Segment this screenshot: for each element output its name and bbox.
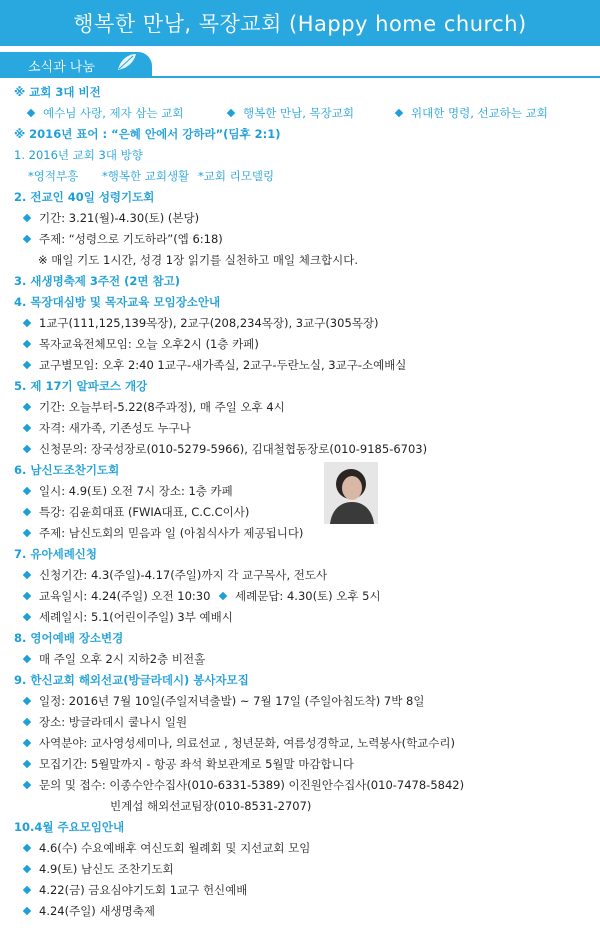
bullet-icon <box>23 696 31 704</box>
list-item: 주제: 남신도회의 믿음과 일 (아침식사가 제공됩니다) <box>24 525 303 541</box>
list-item: 문의 및 접수: 이종수안수집사(010-6331-5389) 이진원안수집사(010-7478-5842) <box>24 777 464 793</box>
bullet-icon <box>219 591 227 599</box>
list-item: 매 주일 오후 2시 지하2층 비전홀 <box>24 651 205 667</box>
section-title: 5. 제 17기 알파코스 개강 <box>14 379 148 393</box>
bullet-icon <box>23 423 31 431</box>
section-title: 7. 유아세례신청 <box>14 547 98 561</box>
section-title: 1. 2016년 교회 3대 방향 <box>14 148 143 162</box>
list-item: 세례문답: 4.30(토) 오후 5시 <box>220 588 381 604</box>
leaf-icon <box>116 52 138 72</box>
list-item: 세례일시: 5.1(어린이주일) 3부 예배시 <box>24 609 233 625</box>
list-item: 자격: 새가족, 기존성도 누구나 <box>24 420 191 436</box>
vision-item: 위대한 명령, 선교하는 교회 <box>396 105 548 121</box>
speaker-photo <box>324 462 378 524</box>
motto: ※ 2016년 표어 : “은혜 안에서 강하라”(딤후 2:1) <box>14 127 281 141</box>
list-item: 빈계섭 해외선교팀장(010-8531-2707) <box>110 799 312 813</box>
section-title: 8. 영어예배 장소변경 <box>14 631 124 645</box>
bullet-icon <box>23 486 31 494</box>
bullet-icon <box>23 591 31 599</box>
header-rule <box>0 76 600 78</box>
section-title: 10.4월 주요모임안내 <box>14 820 125 834</box>
bullet-icon <box>27 108 35 116</box>
list-item: 목자교육전체모임: 오늘 오후2시 (1층 카페) <box>24 336 259 352</box>
list-item: 교육일시: 4.24(주일) 오전 10:30 <box>24 588 210 604</box>
list-item: 교구별모임: 오후 2:40 1교구-새가족실, 2교구-두란노실, 3교구-소예배실 <box>24 357 406 373</box>
bullet-icon <box>23 570 31 578</box>
list-item: 장소: 방글라데시 쿨나시 일원 <box>24 714 187 730</box>
bullet-icon <box>227 108 235 116</box>
bullet-icon <box>23 528 31 536</box>
bullet-icon <box>23 717 31 725</box>
list-item: 1교구(111,125,139목장), 2교구(208,234목장), 3교구(305목장) <box>24 315 378 331</box>
bullet-icon <box>23 780 31 788</box>
vision-item: 행복한 만남, 목장교회 <box>228 105 354 121</box>
list-item: *교회 리모델링 <box>198 169 275 183</box>
bullet-icon <box>23 843 31 851</box>
vision-item: 예수님 사랑, 제자 삼는 교회 <box>28 105 183 121</box>
list-item: 모집기간: 5월말까지 - 항공 좌석 확보관계로 5월말 마감합니다 <box>24 756 354 772</box>
list-item: 신청기간: 4.3(주일)-4.17(주일)까지 각 교구목사, 전도사 <box>24 567 327 583</box>
section-title: 2. 전교인 40일 성령기도회 <box>14 190 155 204</box>
section-title: 3. 새생명축제 3주전 (2면 참고) <box>14 274 180 288</box>
list-item: *행복한 교회생활 <box>102 169 190 183</box>
section-tab-label: 소식과 나눔 <box>28 60 95 75</box>
bullet-icon <box>23 654 31 662</box>
bullet-icon <box>395 108 403 116</box>
list-item: 일시: 4.9(토) 오전 7시 장소: 1층 카페 <box>24 483 233 499</box>
list-item: 4.9(토) 남신도 조찬기도회 <box>24 861 174 877</box>
bullet-icon <box>23 318 31 326</box>
bullet-icon <box>23 906 31 914</box>
bullet-icon <box>23 402 31 410</box>
bullet-icon <box>23 864 31 872</box>
list-item: 기간: 오늘부터-5.22(8주과정), 매 주일 오후 4시 <box>24 399 285 415</box>
bullet-icon <box>23 738 31 746</box>
page-title: 행복한 만남, 목장교회 (Happy home church) <box>73 12 527 36</box>
bullet-icon <box>23 507 31 515</box>
bullet-icon <box>23 213 31 221</box>
bullet-icon <box>23 612 31 620</box>
bullet-icon <box>23 360 31 368</box>
list-item: 기간: 3.21(월)-4.30(토) (본당) <box>24 210 199 226</box>
list-item: 일정: 2016년 7월 10일(주일저녁출발) ~ 7월 17일 (주일아침도착) 7박 8일 <box>24 693 424 709</box>
list-item: 사역분야: 교사영성세미나, 의료선교 , 청년문화, 여름성경학교, 노력봉사(학교수리) <box>24 735 455 751</box>
section-title: 4. 목장대심방 및 목자교육 모임장소안내 <box>14 295 221 309</box>
list-item: 4.24(주일) 새생명축제 <box>24 903 155 919</box>
bullet-icon <box>23 234 31 242</box>
bullet-icon <box>23 885 31 893</box>
vision-title: ※ 교회 3대 비전 <box>14 85 101 99</box>
bullet-icon <box>23 444 31 452</box>
bullet-icon <box>23 339 31 347</box>
list-item: 4.6(수) 수요예배후 여신도회 월례회 및 지선교회 모임 <box>24 840 310 856</box>
bullet-icon <box>23 759 31 767</box>
note: ※ 매일 기도 1시간, 성경 1장 읽기를 실천하고 매일 체크합시다. <box>38 253 358 267</box>
header-bar <box>0 0 600 46</box>
section-title: 6. 남신도조찬기도회 <box>14 463 120 477</box>
list-item: 신청문의: 장국성장로(010-5279-5966), 김대철협동장로(010-9185-6703) <box>24 441 427 457</box>
list-item: 주제: “성령으로 기도하라”(엡 6:18) <box>24 231 223 247</box>
list-item: 4.22(금) 금요심야기도회 1교구 헌신예배 <box>24 882 247 898</box>
list-item: *영적부흥 <box>28 169 79 183</box>
list-item: 특강: 김윤희대표 (FWIA대표, C.C.C이사) <box>24 504 249 520</box>
section-title: 9. 한신교회 해외선교(방글라데시) 봉사자모집 <box>14 673 249 687</box>
